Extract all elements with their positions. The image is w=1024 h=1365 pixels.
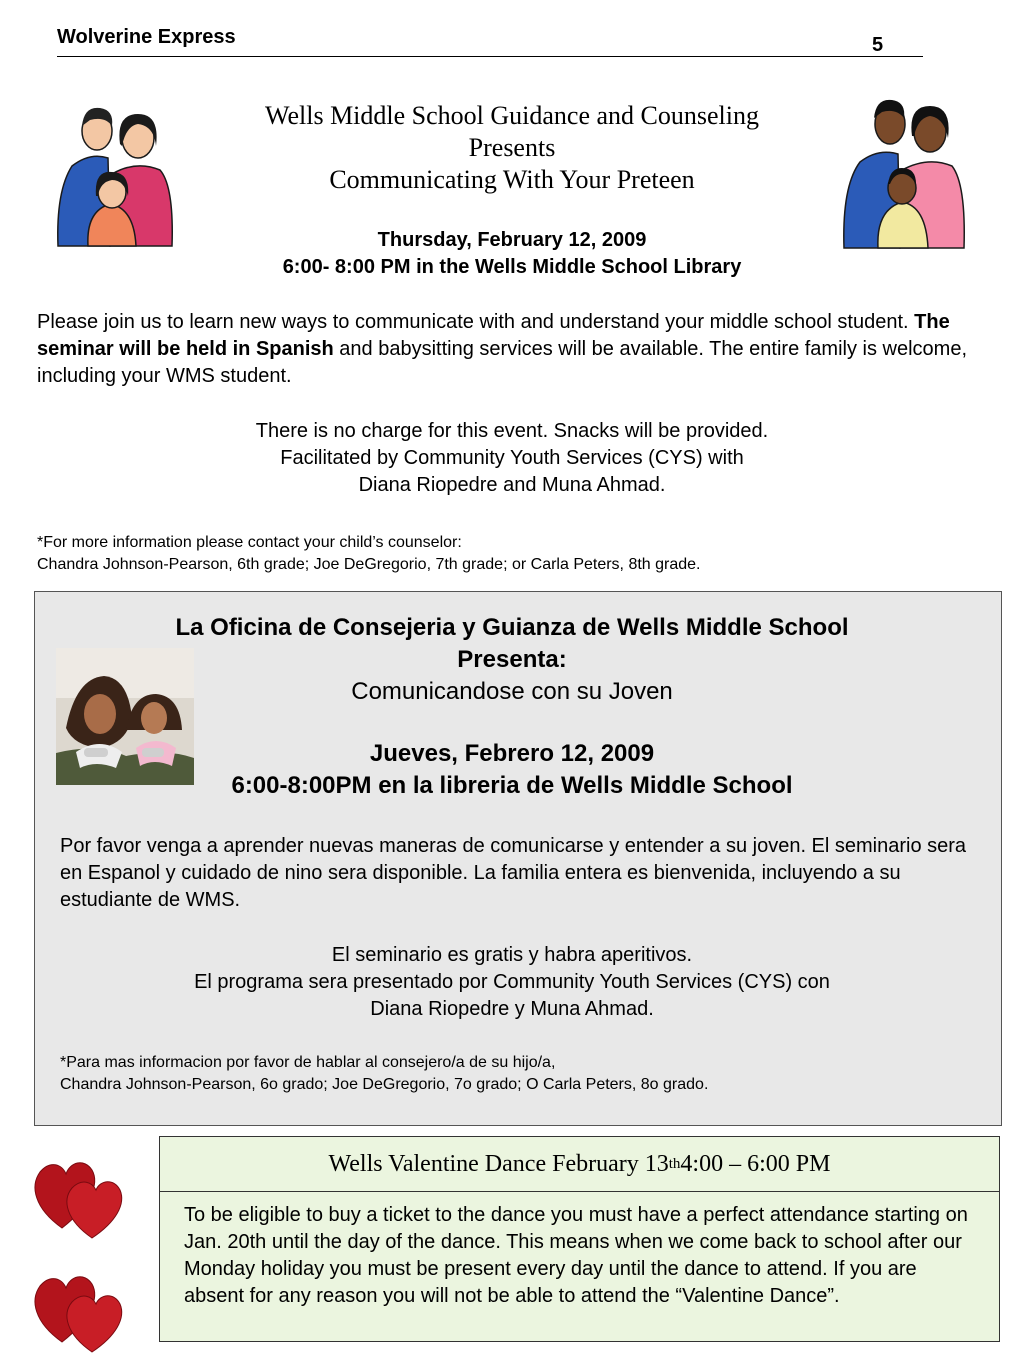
- event-title-english: [200, 100, 824, 196]
- info-line: Diana Riopedre y Muna Ahmad.: [370, 998, 654, 1020]
- title-line: Presenta:: [457, 646, 567, 673]
- page-number: 5: [872, 34, 884, 56]
- info-line: Facilitated by Community Youth Services (CYS) with: [280, 447, 744, 469]
- event-date: Jueves, Febrero 12, 2009: [369, 740, 655, 767]
- event-subtitle-spanish: Comunicandose con su Joven: [351, 678, 673, 705]
- contact-line: Chandra Johnson-Pearson, 6o grado; Joe DeGregorio, 7o grado; O Carla Peters, 8o grado.: [60, 1076, 709, 1093]
- info-line: El programa sera presentado por Community Youth Services (CYS) con: [194, 971, 830, 993]
- contact-line: *For more information please contact your child’s counselor:: [37, 534, 462, 551]
- description-bold-text: The seminar will be held in Spanish: [37, 311, 950, 360]
- event-description-english: [37, 309, 997, 390]
- event-time-place: 6:00-8:00PM en la libreria de Wells Middle School: [231, 772, 793, 799]
- contact-line: *Para mas informacion por favor de hablar al consejero/a de su hijo/a,: [60, 1054, 556, 1071]
- event-datetime-spanish: [100, 738, 924, 802]
- contact-info-english: [37, 532, 997, 576]
- description-text: Please join us to learn new ways to communicate with and understand your middle school student.: [37, 311, 915, 333]
- title-line: La Oficina de Consejeria y Guianza de Wells Middle School: [175, 614, 849, 641]
- newsletter-title: Wolverine Express: [57, 26, 236, 48]
- family-clipart-left: [50, 96, 180, 252]
- valentine-dance-heading: [159, 1136, 1000, 1192]
- description-text: and babysitting services will be available. The entire family is welcome, including your WMS student.: [37, 338, 968, 387]
- hearts-icon: [28, 1264, 130, 1356]
- valentine-time: 4:00 – 6:00 PM: [680, 1150, 831, 1177]
- title-line: Wells Middle School Guidance and Counseling: [265, 101, 759, 130]
- event-description-spanish: Por favor venga a aprender nuevas maneras de comunicarse y entender a su joven. El seminario sera en Espanol y cuidado de nino sera disponible. La familia entera es bienvenida, incluyendo a su estudiante de WMS.: [60, 835, 967, 911]
- info-line: There is no charge for this event. Snacks will be provided.: [255, 420, 769, 442]
- info-line: El seminario es gratis y habra aperitivos.: [331, 944, 693, 966]
- event-info-spanish: [100, 942, 924, 1023]
- valentine-dance-rules: To be eligible to buy a ticket to the dance you must have a perfect attendance starting on Jan. 20th until the day of the dance. This means when we come back to school after our Monday holiday you must be present every day until the dance to attend. If you are absent for any reason you will not be able to attend the “Valentine Dance”.: [159, 1192, 1000, 1342]
- event-title-spanish: [100, 612, 924, 676]
- header-divider: [57, 56, 923, 57]
- contact-line: Chandra Johnson-Pearson, 6th grade; Joe DeGregorio, 7th grade; or Carla Peters, 8th grade.: [37, 556, 701, 573]
- title-line: Communicating With Your Preteen: [329, 165, 695, 194]
- hearts-icon: [28, 1150, 130, 1242]
- event-date: Thursday, February 12, 2009: [377, 229, 647, 251]
- info-line: Diana Riopedre and Muna Ahmad.: [358, 474, 666, 496]
- valentine-title: Wells Valentine Dance February 13: [328, 1150, 669, 1177]
- event-time-place: 6:00- 8:00 PM in the Wells Middle School Library: [282, 256, 742, 278]
- valentine-title-sup: th: [668, 1155, 681, 1172]
- family-clipart-right: [838, 90, 970, 252]
- event-info-english: [150, 418, 874, 499]
- event-datetime-english: [200, 227, 824, 281]
- contact-info-spanish: [60, 1052, 990, 1096]
- title-line: Presents: [468, 133, 556, 162]
